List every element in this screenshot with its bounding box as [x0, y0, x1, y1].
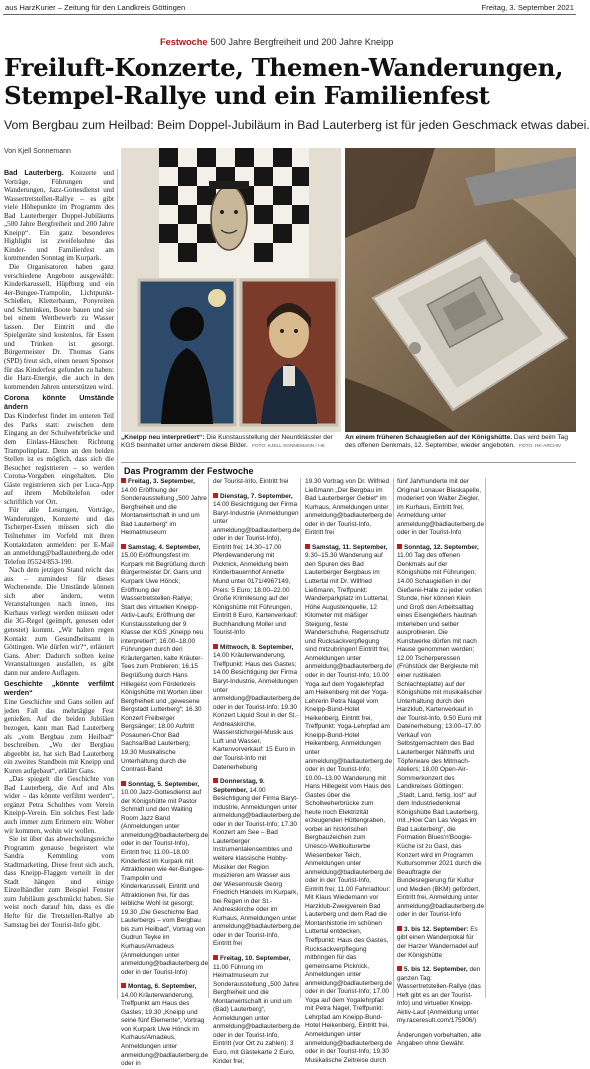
program-entry [397, 1032, 483, 1049]
portrait-painting [241, 280, 337, 425]
kicker [160, 37, 393, 47]
body-paragraph: Nach dem jetzigen Stand reicht das aus – zumindest für dieses Wochenende. Die Umstände können sich aber ändern, wenn Veranstaltungen nach innen, ins Kurhaus verlegt werden müssen oder die 3G-Regel (geimpft, genesen oder getestet) kommt. „Wir halten regen Kontakt zum Gesundheitsamt in Göttingen. Wie dürfen wir?“, erläutert Gans. Aber: Dadurch sollten keine Veranstaltungen ausfallen, es gibt dann nur andere Auflagen. [4, 566, 114, 677]
program-entry [121, 544, 207, 775]
publication-name: aus HarzKurier – Zeitung für den Landkreis Göttingen [5, 3, 186, 12]
column-rule [300, 478, 301, 998]
artwork-caption-text: Die Kunstausstellung der Neuntklässler der KGS beinhaltet unter anderem diese Bilder. [121, 434, 333, 449]
program-entry [397, 966, 483, 1026]
program-entry-text: 9.30–15.30 Wanderung auf den Spuren des Bad Lauterberger Bergbaus im Luttertal mit Dr. Wilfried Ließmann, Treffpunkt: Wanderparkplatz im Luttertal, Höhe Augustenquelle, 12 Kilometer mit mäßiger Steigung, feste Wanderschuhe, Regenschutz und Rucksackverpflegung sind mitzubringen! Eintritt frei, Anmeldungen unter anmeldung@badlauterberg.de oder in der Tourist-Info; 10.00 Yoga auf dem Yogalehrpfad am Heikenberg mit der Yoga-Lehrerin Petra Nagel vom Kneipp-Bund-Hotel Heikenberg, Eintritt frei, Treffpunkt: Yoga-Lehrpfad am Kneipp-Bund-Hotel Heikenberg, Anmeldungen unter anmeldung@badlauterberg.de oder in der Tourist-Info; 10.00–13.00 Wanderung mit Hans Hillegeist vom Haus des Gastes über die Schollweherbrücke zum heute noch Elektrizität erzeugenden Hüttengraben, vorbei an historischen Bergbauzeichen zum Unesco-Weltkulturerbe Wiesenbeker Teich, Anmeldungen unter anmeldung@badlauterberg.de oder in der Tourist-Info, Eintritt frei; 11.00 Fahrradtour: Mit Klaus Wiedemann vor Harzklub-Zweigverein Bad Lauterberg und dem Rad die Montanhistorie im schönen Luttertal entdecken, Treffpunkt: Haus des Gastes, Rucksackverpflegung mitbringen für das gemeinsame Picknick, Anmeldungen unter anmeldung@badlauterberg.de oder in der Tourist-Info; 17.00 Yoga auf dem Yogalehrpfad mit Petra Nagel, Treffpunkt: Lehrpfad am Kneipp-Bund-Hotel Heikenberg, Eintritt frei, Anmeldungen unter anmeldung@badlauterberg.de oder in der Tourist-Info; 19.30 Musikalische Zeitreise durch [305, 552, 393, 1064]
column-rule [485, 478, 486, 998]
program-entry-text: 11.00 Tag des offenen Denkmals auf der Königshütte mit Führungen; 14.00 Schaugießen in der Gießerei-Halle zu jeder vollen Stunde, hier können Klein und Groß den Arbeitsalltag eines Eisengießers hautnah miterleben und selber ausprobieren. Die Kunstwerke dürfen mit nach Hause genommen werden; 12.00 Tscherperessen (Frühstück der Bergleute mit einer rustikalen Schlachteplatte) auf der Königshütte mit musikalischer Unterhaltung durch den Harzklub, Kartenverkauf in der Tourist-Info, 9.50 Euro mit Datenerhebung; 13.00–17.00 Verkauf von Selbstgemachtem des Bad Lauterberger Nähtreffs und Töpferware des Mitmach-Ateliers; 18.00 Open-Air-Sommerkonzert des Landkreises Göttingen: „Stadt, Land, fertig, los!“ auf dem Industriedenkmal Königshütte Bad Lauterberg, mit „How Can Las Vegas im Bad Lauterberg“, die Formation Blues'n'Boogie-Küche ist zu Gast, das Konzert wird im Programm Kultursommer 2021 durch die Beauftragte der Bundesregierung für Kultur und Medien (BKM) gefördert, Eintritt frei, Anmeldung unter anmeldung@badlauterberg.de oder in der Tourist-Info [397, 552, 485, 919]
dateline: Bad Lauterberg. [4, 169, 64, 177]
subheadline: Vom Bergbau zum Heilbad: Beim Doppel-Jubiläum in Bad Lauterberg ist für jeden Geschmack etwas dabei. [4, 118, 590, 132]
program-entry [121, 983, 207, 1068]
program-entry-text: 11.00 Führung im Heimatmuseum zur Sonderausstellung „500 Jahre Bergfreiheit und die Montanwirtschaft in und um (Bad) Lauterberg“, Anmeldungen unter anmeldung@badlauterberg.de oder in der Tourist-Info, Eintritt (vor Ort zu zahlen): 3 Euro, mit Gästekarte 2 Euro, Kinder frei; [213, 963, 301, 1065]
column-rule [393, 478, 394, 998]
artwork-illustration [121, 148, 341, 432]
program-entry-date: 3. bis 12. September: [404, 925, 469, 933]
bullet-square-icon [121, 781, 126, 786]
program-entry-text: 15.00 Eröffnungsfest im Kurpark mit Begrüßung durch Bürgermeister Dr. Gans und Kurpark Uwe Hönck; Eröffnung der Wassertretstellen-Rallye; Start des virtuellen Kneipp-Aktiv-Laufs; Eröffnung der Kunstausstellung der 9 Klasse der KGS „Kneipp neu interpretiert“; 16.00–18.00 Führungen durch den Kräutergarten, kalte Kräuter-Tees zum Probieren; 16.15 Begrüßung durch Hans Hillegeist vom Förderkreis Königshütte mit Worten über Bergfreiheit und „gewesene Bergstadt Lutterberg“; 16.30 Konzert Freiberger Bergsänger; 18.00 Auftritt Posaunen-Chor Bad Sachsa/Bad Lauterberg; 19.30 Musikalische Unterhaltung durch die Contrast-Band [121, 552, 206, 774]
program-entry-date: Donnerstag, 9. September, [213, 778, 265, 794]
program-entry [305, 478, 391, 538]
headline-line-2: Stempel-Rallye und ein Familienfest [4, 81, 490, 110]
bullet-square-icon [213, 644, 218, 649]
program-column-4 [397, 478, 485, 1048]
program-entry [121, 478, 207, 538]
program-entry-text: 14.00 Besichtigung der Firma Baryt-Industrie, Anmeldungen unter anmeldung@badlauterberg.de oder in der Tourist-Info; 17.30 Konzert am See – Bad Lauterberger Instrumentalensembles und weitere klassische Hobby-Musiker der Region musizieren am Wasser aus der Wiesenmusik Georg Friedrich Händels im Kurpark, bei Regen in der St.-Andreaskirche oder im Kurhaus, Anmeldungen unter anmeldung@badlauterberg.de oder in der Tourist-Info, Eintritt frei [213, 786, 301, 948]
program-entry-text: fünf Jahrhunderte mit der Original Lonauer Blaskapelle, moderiert von Walter Ziegler, im Kurhaus, Eintritt frei, Anmeldung unter anmeldung@badlauterberg.de oder in der Tourist-Info [397, 478, 485, 537]
body-paragraph: Eine Geschichte und Gans sollen auf jeden Fall das mehrtägige Fest genießen. Auf die beiden Jubiläen bezogen, kann man Bad Lauterberg als „vom Bergbau zum Heilbad“ beschreiben. „Wo der Bergbau abgeebbt ist, hat sich Bad Lauterberg ein zweites Standbein mit Kneipp und Kuren aufgebaut“, erklärt Gans. [4, 698, 114, 775]
publication-date: Freitag, 3. September 2021 [481, 3, 574, 12]
bullet-square-icon [121, 983, 126, 988]
program-entry [213, 493, 299, 638]
bullet-square-icon [305, 544, 310, 549]
program-entry [121, 781, 207, 978]
program-entry-text: 14.00 Besichtigung der Firma Baryt-Industrie (Anmeldungen unter anmeldung@badlauterberg.de oder in der Tourist-Info), Eintritt frei; 14.30–17.00 Pferdewanderung mit Picknick, Anmeldung beim Kinderbauernhof Annette Mund unter 0171/4967149, Preis: 5 Euro; 18.00–22.00 Große Krimilesung auf der Königshütte mit Führungen, Eintritt 8 Euro, Kartenverkauf: Buchhandlung Moller und Tourist-Info [213, 501, 301, 637]
article-body-column [4, 169, 114, 999]
program-entry [213, 478, 299, 487]
program-entry-date: Sonntag, 5. September, [128, 780, 200, 788]
program-entry-text: 14.00 Eröffnung der Sonderausstellung „500 Jahre Bergfreiheit und die Montanwirtschaft in und um Bad Lauterberg“ im Heimatmuseum [121, 486, 207, 537]
program-title: Das Programm der Festwoche [124, 466, 254, 476]
bullet-square-icon [397, 966, 402, 971]
program-entry-date: Sonntag, 12. September, [404, 543, 479, 551]
section-subheading: Geschichte „könnte verfilmt werden“ [4, 679, 114, 697]
headline-line-1: Freiluft-Konzerte, Themen-Wanderungen, [4, 53, 564, 82]
casting-photo-credit: FOTO: HK-ARCHIV [518, 444, 562, 449]
column-rule [208, 478, 209, 998]
body-paragraph: Die Organisatoren haben ganz verschiedene Angebote ausgewählt: Kinderkarussell, Hüpfburg und ein 4er-Bungee-Trampolin, Lichtpunkt-Schießen, Kletterbaum, Ponyreiten und Schminken, Boote bauen und sie bei einem Wettbewerb zu Wasser lassen. Der Eintritt und die Spielgeräte sind kostenlos, für Essen und Trinken ist gesorgt. Bürgermeister Dr. Thomas Gans (SPD) freut sich, einen neuen Sponsor für das Kinderfest gefunden zu haben: die Harz-Energie, die auch in den kommenden Jahren unterstützen wird. [4, 263, 114, 391]
program-entry-text: 14.00 Kräuterwanderung, Treffpunkt am Haus des Gastes; 19.30 „Kneipp und seine fünf Elemente“, Vortrag von Kurpark Uwe Hönck im Kurhaus/Amadeus, Anmeldungen unter anmeldung@badlauterberg.de oder in [121, 991, 209, 1068]
casting-caption [345, 434, 576, 451]
bullet-square-icon [121, 544, 126, 549]
program-entry-date: Samstag, 4. September, [128, 543, 201, 551]
bullet-square-icon [213, 493, 218, 498]
bullet-square-icon [397, 544, 402, 549]
program-entry-text: den ganzen Tag: Wassertretstellen-Rallye (das Heft gibt es an der Tourist-Info) und virtueller Kneipp-Aktiv-Lauf (Anmeldung unter my.raceresult.com/175906/) [397, 966, 481, 1025]
program-entry [397, 926, 483, 960]
program-entry-text: Änderungen vorbehalten, alle Angaben ohne Gewähr. [397, 1031, 482, 1048]
section-subheading: Corona könnte Umstände ändern [4, 393, 114, 411]
program-entry-text: der Tourist-Info, Eintritt frei [213, 478, 289, 485]
program-column-3 [305, 478, 393, 1064]
kicker-tag: Festwoche [160, 37, 208, 47]
artwork-caption [121, 434, 341, 451]
body-paragraph: Das Kinderfest findet im unteren Teil des Parks statt: zwischen dem Eingang an der Schulwehrbrücke und dem Einlass-Häuschen Richtung Trampolinplatz. Denn an den beiden Stellen ist es möglich, dass sich die Besucher registrieren – so werden Corona-Vorgaben eingehalten. Die Gäste registrieren sich per Luca-App auf ihrem Mobiltelefon oder schriftlich vor Ort. [4, 412, 114, 506]
program-entry-date: Dienstag, 7. September, [220, 492, 293, 500]
program-entry [213, 955, 299, 1066]
column-rule [117, 169, 118, 999]
casting-caption-text: Das wird beim Tag des offenen Denkmals, 12. September, wieder angeboten. [345, 434, 569, 449]
program-entry [305, 544, 391, 1065]
body-paragraph: Sie ist über das abwechslungsreiche Programm genauso begeistert wie Sandra Kemmling vom Stadtmarketing. Diese freut sich auch, dass Kneipp-Flaggen verteilt in der Stadt hängen und einige Einzelhändler zum Beispiel Fenster zum Jubiläum geschmückt haben. Sie weist noch darauf hin, dass es die Hefte für die Tretstellen-Rallye ab Samstag bei der Tourist-Info gibt. [4, 835, 114, 929]
kicker-text: 500 Jahre Bergfreiheit und 200 Jahre Kneipp [210, 37, 394, 47]
program-entry [397, 544, 483, 920]
artwork-caption-lead: „Kneipp neu interpretiert“: [121, 434, 205, 441]
program-entry [213, 644, 299, 772]
program-entry [397, 478, 483, 538]
program-entry-text: Es gibt einen Wanderpokal für der Harzer Wandernadel auf der Königshütte [397, 925, 478, 959]
headline [4, 54, 576, 110]
program-entry-text: 14.00 Kräuterwanderung, Treffpunkt: Haus des Gastes; 14.00 Besichtigung der Firma Baryt-Industrie, Anmeldungen unter anmeldung@badlauterberg.de oder in der Tourist-Info; 19.30 Konzert Liquid Soul in der St.-Andreaskirche, Wasserstichorgel-Musik aus Luft und Wasser, Kartenvorverkauf: 15 Euro in der Tourist-Info mit Datenerhebung [213, 652, 301, 771]
program-entry-text: 19.30 Vortrag von Dr. Wilfried Ließmann „Der Bergbau im Bad Lauterberger Gebiet“ im Kurhaus, Anmeldungen unter anmeldung@badlauterberg.de oder in der Tourist-Info, Eintritt frei [305, 478, 393, 537]
body-paragraph: Bad Lauterberg. Konzerte und Vorträge, Führungen und Wanderungen, Jazz-Gottesdienst und Wassertretstellen-Rallye – es gibt viele Höhepunkte im Programm des Bad Lauterberger Doppel-Jubiläums „500 Jahre Bergfreiheit und 200 Jahre Kneipp“. Ein ganz besonderes Highlight ist zweifelsohne das Kinder- und Familienfest am kommenden Sonntag im Kurpark. [4, 169, 114, 263]
program-entry-date: 5. bis 12. September, [404, 966, 468, 974]
casting-photo [345, 148, 576, 432]
program-entry-date: Samstag, 11. September, [312, 543, 388, 551]
checkerboard-painting [159, 148, 309, 278]
program-entry-date: Freitag, 3. September, [128, 478, 195, 485]
bullet-square-icon [213, 955, 218, 960]
program-column-2 [213, 478, 301, 1065]
author-byline: Von Kjell Sonnemann [4, 148, 71, 155]
program-divider [121, 462, 576, 463]
artwork-photo-credit: FOTO: KJELL SONNEMANN / HK [251, 444, 325, 449]
program-entry [213, 778, 299, 949]
program-entry-date: Montag, 6. September, [128, 983, 197, 991]
program-column-1 [121, 478, 209, 1068]
casting-caption-lead: An einem früheren Schaugießen auf der Königshütte. [345, 434, 513, 441]
program-entry-text: 10.00 Jazz-Gottesdienst auf der Königshütte mit Pastor Schmidt und den Waiting Room Jazz Band (Anmeldungen unter anmeldung@badlauterberg.de oder in der Tourist-Info), Eintritt frei; 11.00–18.00 Kinderfest im Kurpark mit Attraktionen wie 4er-Bungee-Trampolin und Kinderkarussell, Eintritt und Attraktionen frei, für das leibliche Wohl ist gesorgt; 19.30 „Die Geschichte Bad Lauterbergs – vom Bergbau bis zum Heilbad“, Vortrag von Gudrun Teyke im Kurhaus/Amadeus (Anmeldungen unter anmeldung@badlauterberg.de oder in der Tourist-Info) [121, 789, 209, 976]
masthead-bar [3, 2, 576, 15]
bullet-square-icon [397, 926, 402, 931]
casting-illustration [345, 148, 576, 432]
artwork-photo [121, 148, 341, 432]
program-entry-date: Freitag, 10. September, [220, 954, 291, 962]
bullet-square-icon [213, 778, 218, 783]
program-entry-date: Mittwoch, 8. September, [220, 643, 294, 651]
silhouette-painting [139, 280, 235, 425]
bullet-square-icon [121, 478, 126, 483]
body-paragraph: „Das spiegelt die Geschichte von Bad Lauterberg, die Auf und Abs wider – das könnte verfilmt werden“, ergänzt Petra Schulthes vom Verein Kneipp-Verein. Ein solches Fest lade auch immer zum Erinnern ein: Woher wir kommen, wohin wir wollen. [4, 775, 114, 835]
body-paragraph: Für alle Lesungen, Vorträge, Wanderungen, Konzerte und das Tscherper-Essen müssen sich die Teilnehmer im Vorfeld mit ihren Kontaktdaten anmelden: per E-Mail an anmeldung@badlauterberg.de oder Telefon 05524/853-190. [4, 506, 114, 566]
